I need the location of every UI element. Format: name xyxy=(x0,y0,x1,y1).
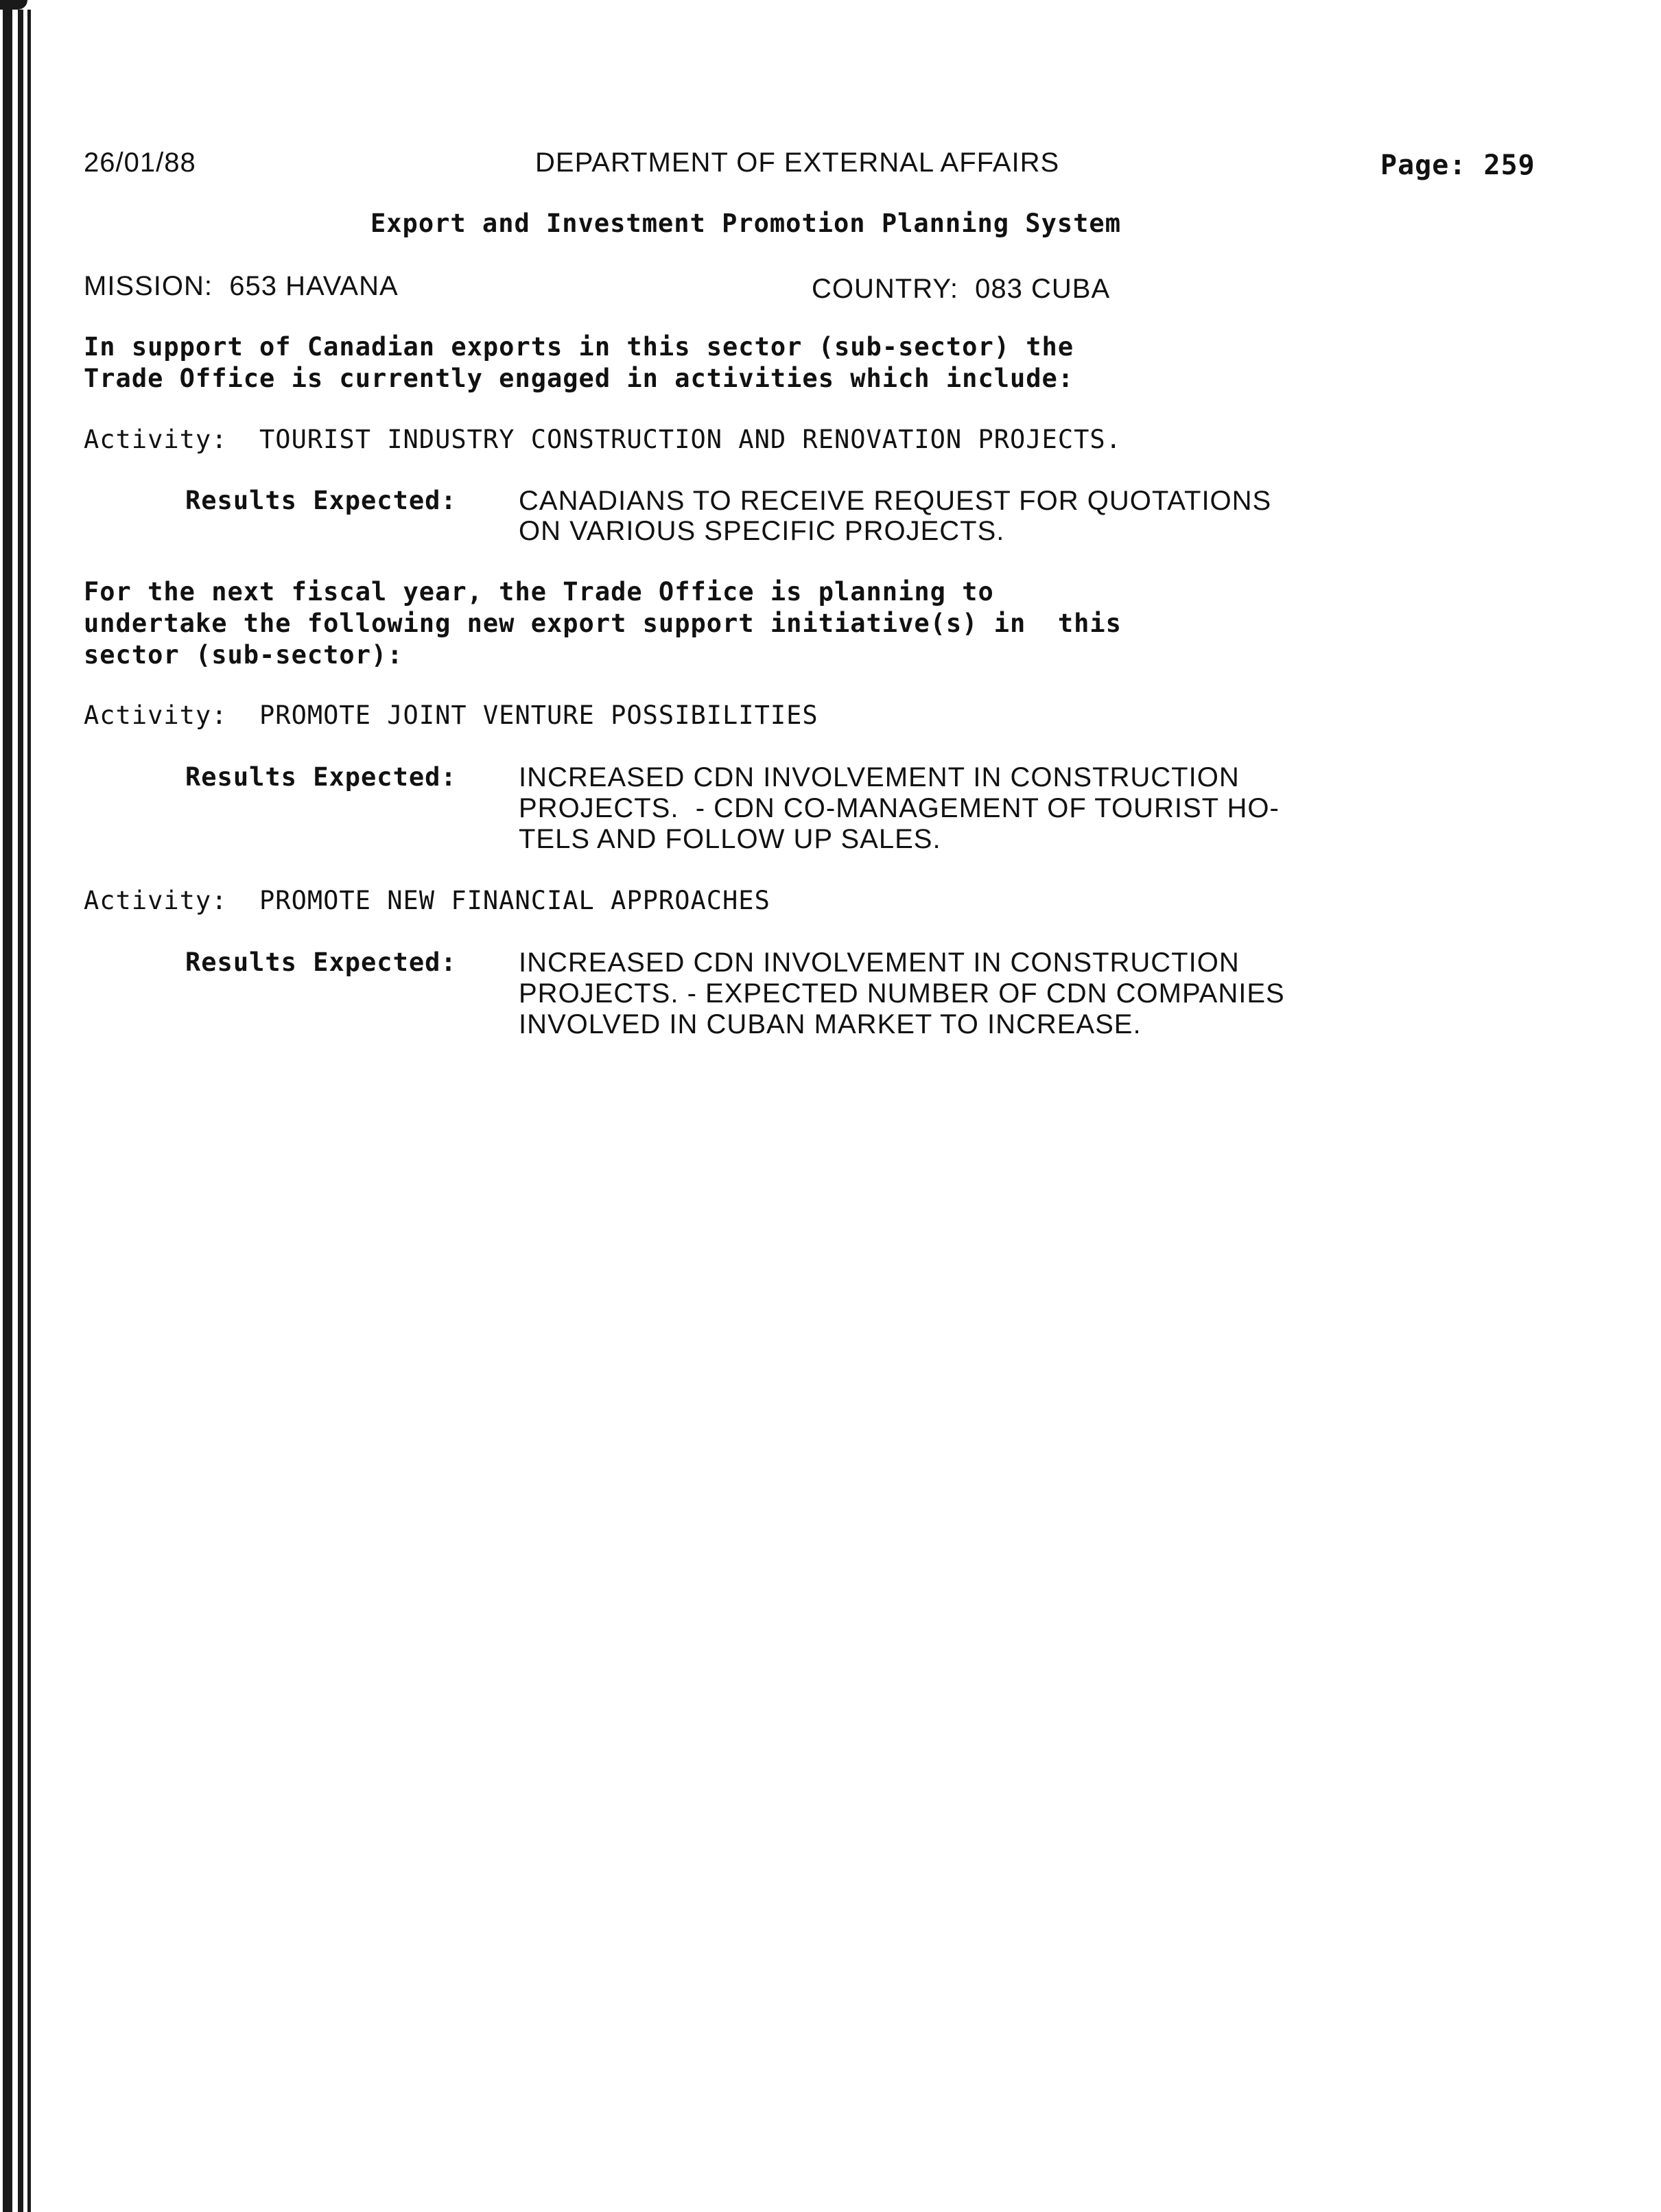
report-date: 26/01/88 xyxy=(84,148,196,178)
binding-hook xyxy=(0,0,27,10)
page-number: Page: 259 xyxy=(1380,150,1535,181)
planned-intro-line-1: For the next fiscal year, the Trade Office is planning to xyxy=(84,577,994,607)
current-intro-line-2: Trade Office is currently engaged in activities which include: xyxy=(84,364,1074,393)
planned-results-2-line-1: INCREASED CDN INVOLVEMENT IN CONSTRUCTION xyxy=(519,948,1240,978)
mission-field: MISSION: 653 HAVANA xyxy=(84,271,399,301)
system-title: Export and Investment Promotion Planning System xyxy=(370,209,1121,238)
department-title: DEPARTMENT OF EXTERNAL AFFAIRS xyxy=(535,148,1060,178)
binding-edge xyxy=(0,0,43,2212)
planned-results-label-2: Results Expected: xyxy=(185,948,457,977)
planned-results-1-line-2: PROJECTS. - CDN CO-MANAGEMENT OF TOURIST HO- xyxy=(519,793,1280,823)
binding-bar-3 xyxy=(27,10,31,2212)
planned-results-2-line-2: PROJECTS. - EXPECTED NUMBER OF CDN COMPANIES xyxy=(519,978,1285,1009)
planned-intro-line-2: undertake the following new export support initiative(s) in this xyxy=(84,609,1122,638)
planned-results-1-line-3: TELS AND FOLLOW UP SALES. xyxy=(519,824,941,854)
country-field: COUNTRY: 083 CUBA xyxy=(812,274,1111,304)
current-results-line-1: CANADIANS TO RECEIVE REQUEST FOR QUOTATIONS xyxy=(519,486,1272,516)
current-intro-line-1: In support of Canadian exports in this sector (sub-sector) the xyxy=(84,332,1074,362)
planned-results-1-line-1: INCREASED CDN INVOLVEMENT IN CONSTRUCTION xyxy=(519,762,1240,792)
binding-bar-2 xyxy=(18,10,23,2212)
current-results-line-2: ON VARIOUS SPECIFIC PROJECTS. xyxy=(519,516,1005,546)
current-activity: Activity: TOURIST INDUSTRY CONSTRUCTION AND RENOVATION PROJECTS. xyxy=(84,425,1122,454)
binding-bar-1 xyxy=(3,10,12,2212)
current-results-label: Results Expected: xyxy=(185,486,457,515)
planned-intro-line-3: sector (sub-sector): xyxy=(84,640,403,670)
planned-results-2-line-3: INVOLVED IN CUBAN MARKET TO INCREASE. xyxy=(519,1009,1142,1039)
planned-activity-1: Activity: PROMOTE JOINT VENTURE POSSIBILITIES xyxy=(84,701,818,730)
planned-activity-2: Activity: PROMOTE NEW FINANCIAL APPROACHES xyxy=(84,886,770,915)
planned-results-label-1: Results Expected: xyxy=(185,762,457,792)
